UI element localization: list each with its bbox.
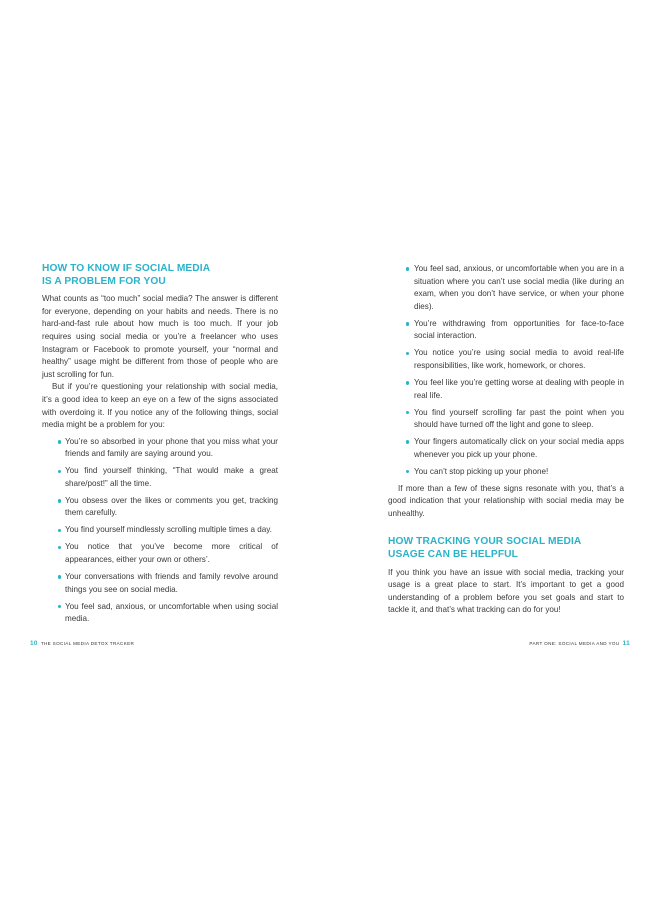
list-item: You obsess over the likes or comments you get, tracking them carefully.	[42, 495, 278, 520]
bullet-dot-icon	[406, 411, 409, 414]
bullet-dot-icon	[406, 322, 409, 325]
list-item: You notice that you’ve become more critical of appearances, either your own or others’.	[42, 541, 278, 566]
page-number: 10	[30, 640, 38, 647]
list-item: You feel sad, anxious, or uncomfortable when using social media.	[42, 601, 278, 626]
list-item: Your conversations with friends and family revolve around things you see on social media.	[42, 571, 278, 596]
right-page-footer	[529, 640, 630, 648]
intro-paragraph: What counts as “too much” social media? The answer is different for everyone, depending on your habits and needs. There is no hard-and-fast rule about how much is too much. If your job requires using social media or you’re a freelancer who uses Instagram or Facebook to promote yourself, your “normal and healthy” usage might be different from those of people who are just scrolling for fun.	[42, 294, 278, 379]
running-title: PART ONE: SOCIAL MEDIA AND YOU	[529, 641, 620, 647]
page-number: 11	[622, 640, 630, 647]
section-heading-problem	[42, 263, 278, 288]
heading-line-1: HOW TRACKING YOUR SOCIAL MEDIA	[388, 536, 582, 548]
bullet-dot-icon	[58, 440, 61, 443]
list-item: Your fingers automatically click on your social media apps whenever you pick up your phone.	[388, 436, 624, 461]
list-item: You’re withdrawing from opportunities for face-to-face social interaction.	[388, 318, 624, 343]
heading-line-2: USAGE CAN BE HELPFUL	[388, 549, 518, 561]
bullet-dot-icon	[58, 575, 61, 578]
heading-line-2: IS A PROBLEM FOR YOU	[42, 275, 166, 287]
list-item: You’re so absorbed in your phone that you miss what your friends and family are saying around you.	[42, 436, 278, 461]
resonate-paragraph: If more than a few of these signs resonate with you, that’s a good indication that your relationship with social media may be unhealthy.	[388, 483, 624, 518]
bullet-dot-icon	[58, 546, 61, 549]
bullet-dot-icon	[406, 352, 409, 355]
left-page-column	[42, 263, 278, 630]
bullet-dot-icon	[58, 470, 61, 473]
bullet-dot-icon	[406, 470, 409, 473]
section-heading-tracking	[388, 536, 624, 561]
bullet-dot-icon	[406, 440, 409, 443]
left-page-footer	[30, 640, 134, 648]
list-item: You find yourself mindlessly scrolling multiple times a day.	[42, 524, 278, 537]
right-page-column	[388, 263, 624, 617]
list-item: You find yourself thinking, “That would make a great share/post!” all the time.	[42, 465, 278, 490]
list-item: You can’t stop picking up your phone!	[388, 466, 624, 479]
list-item: You find yourself scrolling far past the point when you should have turned off the light and gone to sleep.	[388, 407, 624, 432]
signs-paragraph: But if you’re questioning your relationship with social media, it’s a good idea to keep an eye on a few of the signs associated with overdoing it. If you notice any of the following things, social media might be a problem for you:	[42, 382, 278, 430]
bullet-dot-icon	[406, 267, 409, 270]
bullet-dot-icon	[58, 605, 61, 608]
running-title: THE SOCIAL MEDIA DETOX TRACKER	[40, 641, 135, 647]
list-item: You notice you’re using social media to avoid real-life responsibilities, like work, homework, or chores.	[388, 347, 624, 372]
signs-list-right	[388, 263, 624, 478]
heading-line-1: HOW TO KNOW IF SOCIAL MEDIA	[42, 263, 211, 274]
list-item: You feel sad, anxious, or uncomfortable when you are in a situation where you can’t use social media (like during an exam, when you don’t have service, or when your phone dies).	[388, 263, 624, 313]
signs-list-left	[42, 436, 278, 626]
list-item: You feel like you’re getting worse at dealing with people in real life.	[388, 377, 624, 402]
bullet-dot-icon	[58, 499, 61, 502]
bullet-dot-icon	[58, 529, 61, 532]
bullet-dot-icon	[406, 381, 409, 384]
tracking-paragraph: If you think you have an issue with social media, tracking your usage is a great place to start. It’s important to get a good understanding of a problem before you set goals and start to tackle it, and that’s what tracking can do for you!	[388, 567, 624, 615]
